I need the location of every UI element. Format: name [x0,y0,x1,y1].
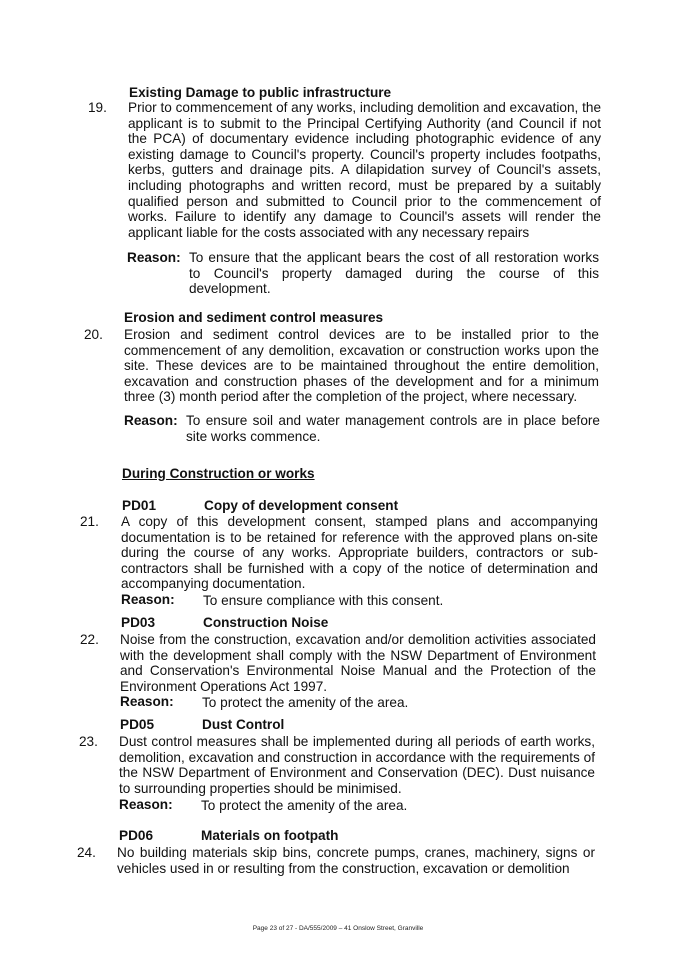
condition-number-23: 23. [79,734,98,749]
reason-text-21: To ensure compliance with this consent. [203,593,444,608]
reason-label-19: Reason: [127,250,181,265]
condition-number-24: 24. [77,845,96,860]
condition-title-pd05: Dust Control [202,717,285,732]
condition-number-19: 19. [88,100,107,115]
condition-title-pd06: Materials on footpath [201,828,339,843]
condition-body-23: Dust control measures shall be implemented during all periods of earth works, demolition, excavation and construction in accordance with the requirements of the NSW Department of Environment and Conservation (DEC). Dust nuisance to surrounding properties should be minimised. [119,734,595,796]
reason-text-20: To ensure soil and water management controls are in place before site works commence. [186,413,600,444]
condition-code-pd05: PD05 [120,717,155,732]
condition-body-21: A copy of this development consent, stamped plans and accompanying documentation is to be retained for reference with the approved plans on-site during the course of any works. Appropriate builders, contractors or sub-contractors shall be furnished with a copy of the notice of determination and accompanying documentation. [121,514,598,592]
reason-row-22: Reason: [120,694,174,709]
condition-title-pd03: Construction Noise [203,615,329,630]
during-construction-heading: During Construction or works [122,466,315,481]
reason-row-21: Reason: [121,592,175,607]
reason-text-22: To protect the amenity of the area. [202,695,409,710]
condition-code-pd06: PD06 [119,828,154,843]
condition-code-pd03: PD03 [121,615,156,630]
condition-code-pd01: PD01 [122,498,157,513]
reason-text-23: To protect the amenity of the area. [201,798,408,813]
page-footer: Page 23 of 27 - DA/555/2009 – 41 Onslow Street, Granville [252,925,424,932]
condition-body-24: No building materials skip bins, concrete pumps, cranes, machinery, signs or vehicles used in or resulting from the construction, excavation or demolition [117,845,595,876]
section-heading-existing-damage: Existing Damage to public infrastructure [129,85,392,100]
reason-label-20: Reason: [124,413,178,428]
condition-number-21: 21. [80,514,99,529]
condition-body-20: Erosion and sediment control devices are to be installed prior to the commencement of any demolition, excavation or construction works upon the site. These devices are to be maintained throughout the entire demolition, excavation and construction phases of the development and for a minimum three (3) month period after the completion of the project, where necessary. [124,327,599,405]
condition-number-22: 22. [80,632,99,647]
section-heading-erosion: Erosion and sediment control measures [124,310,384,325]
reason-text-19: To ensure that the applicant bears the cost of all restoration works to Council's property damaged during the course of this development. [189,250,599,297]
condition-title-pd01: Copy of development consent [204,498,399,513]
condition-number-20: 20. [84,327,103,342]
condition-body-22: Noise from the construction, excavation and/or demolition activities associated with the development shall comply with the NSW Department of Environment and Conservation's Environmental Noise Manual and the Protection of the Environment Operations Act 1997. [120,632,596,694]
condition-body-19: Prior to commencement of any works, including demolition and excavation, the applicant is to submit to the Principal Certifying Authority (and Council if not the PCA) of documentary evidence including photographic evidence of any existing damage to Council's property. Council's property includes footpaths, kerbs, gutters and drainage pits. A dilapidation survey of Council's assets, including photographs and written record, must be prepared by a suitably qualified person and submitted to Council prior to the commencement of works. Failure to identify any damage to Council's assets will render the applicant liable for the costs associated with any necessary repairs [128,100,602,240]
reason-row-23: Reason: [119,797,173,812]
